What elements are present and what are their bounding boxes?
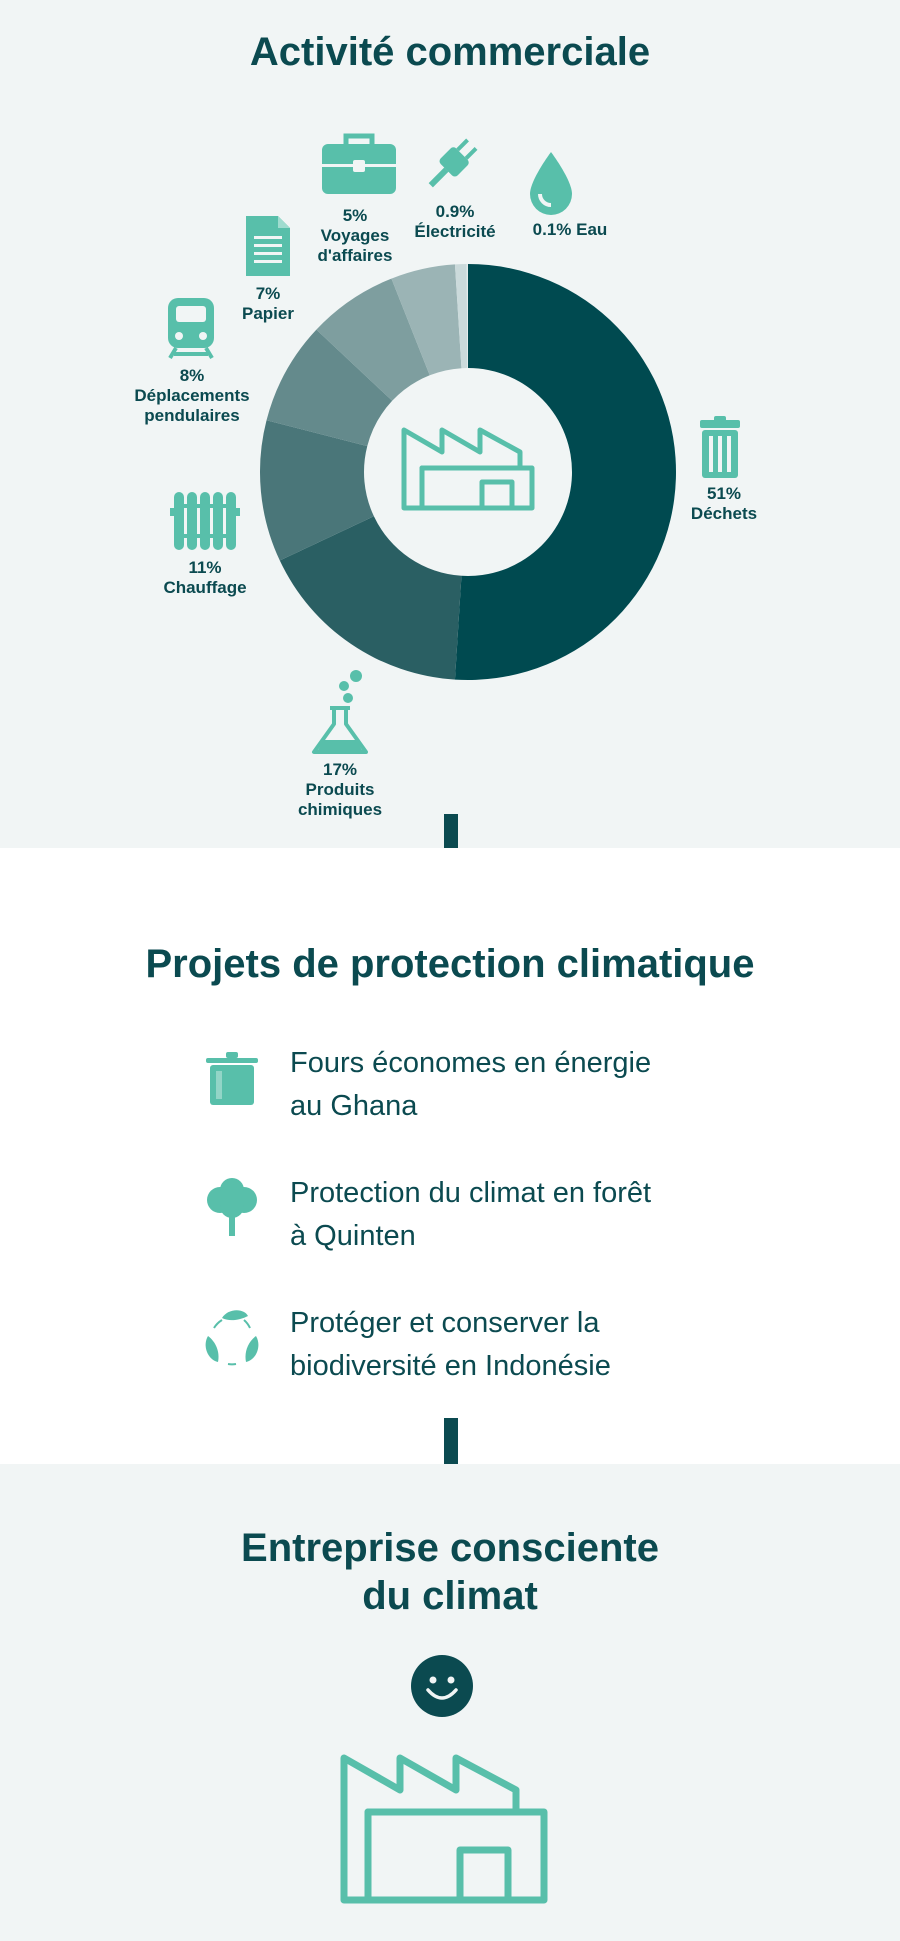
project-line1-indonesia: Protéger et conserver la <box>290 1307 600 1339</box>
label-dechets-pct: 51% <box>706 484 742 503</box>
section-climate-projects <box>0 848 900 1464</box>
train-icon <box>166 296 216 360</box>
label-voyages-line2: d'affaires <box>317 246 393 265</box>
project-line1-ghana: Fours économes en énergie <box>290 1047 652 1079</box>
briefcase-icon <box>320 132 398 196</box>
label-voyages-line1: Voyages <box>320 226 390 245</box>
label-deplacements-pct: 8% <box>179 366 205 385</box>
radiator-icon <box>170 490 240 552</box>
label-chauffage-pct: 11% <box>188 558 222 577</box>
section-title-climate-projects: Projets de protection climatique <box>145 942 755 986</box>
factory-icon <box>404 430 532 508</box>
label-electricite-name: Électricité <box>414 222 496 241</box>
leaves-cycle-icon <box>200 1306 264 1370</box>
section-climate-conscious-company <box>0 1464 900 1941</box>
project-line2-indonesia: biodiversité en Indonésie <box>290 1350 611 1382</box>
emissions-donut-chart <box>258 262 678 682</box>
label-deplacements-line1: Déplacements <box>134 386 250 405</box>
tree-icon <box>200 1176 264 1240</box>
label-electricite <box>400 202 510 242</box>
smiley-icon <box>410 1654 474 1718</box>
title-line1: Entreprise consciente <box>241 1526 659 1570</box>
project-line2-quinten: à Quinten <box>290 1220 416 1252</box>
project-item-ghana <box>200 1042 760 1132</box>
project-item-indonesia <box>200 1302 760 1392</box>
label-produits-chimiques <box>270 760 410 820</box>
project-line1-quinten: Protection du climat en forêt <box>290 1177 652 1209</box>
label-deplacements-line2: pendulaires <box>144 406 240 425</box>
label-chauffage-name: Chauffage <box>163 578 247 597</box>
flask-icon <box>308 668 372 756</box>
label-papier-name: Papier <box>242 304 294 323</box>
label-electricite-pct: 0.9% <box>435 202 475 221</box>
title-line2: du climat <box>362 1574 538 1618</box>
project-text-indonesia <box>290 1302 760 1388</box>
label-voyages-pct: 5% <box>342 206 368 225</box>
project-text-quinten <box>290 1172 760 1258</box>
trash-icon <box>698 416 742 480</box>
plug-icon <box>420 132 484 196</box>
section-title-climate-conscious <box>0 1524 900 1620</box>
label-papier-pct: 7% <box>255 284 281 303</box>
label-produits-line1: Produits <box>305 780 375 799</box>
label-produits-pct: 17% <box>322 760 358 779</box>
donut-slice-d-chets <box>455 264 676 680</box>
label-dechets-name: Déchets <box>690 504 758 523</box>
label-produits-line2: chimiques <box>297 800 383 819</box>
label-eau <box>510 220 630 240</box>
label-dechets <box>664 484 784 524</box>
factory-icon <box>338 1750 548 1906</box>
section-title-business-activity: Activité commerciale <box>249 30 651 74</box>
project-item-quinten <box>200 1172 760 1262</box>
section-business-activity <box>0 0 900 848</box>
project-line2-ghana: au Ghana <box>290 1090 418 1122</box>
cooking-pot-icon <box>200 1046 264 1110</box>
label-chauffage <box>140 558 270 598</box>
label-eau-text: 0.1% Eau <box>532 220 608 239</box>
project-text-ghana <box>290 1042 760 1128</box>
label-papier <box>218 284 318 324</box>
document-icon <box>244 214 292 278</box>
label-deplacements <box>112 366 272 426</box>
water-drop-icon <box>528 150 574 216</box>
